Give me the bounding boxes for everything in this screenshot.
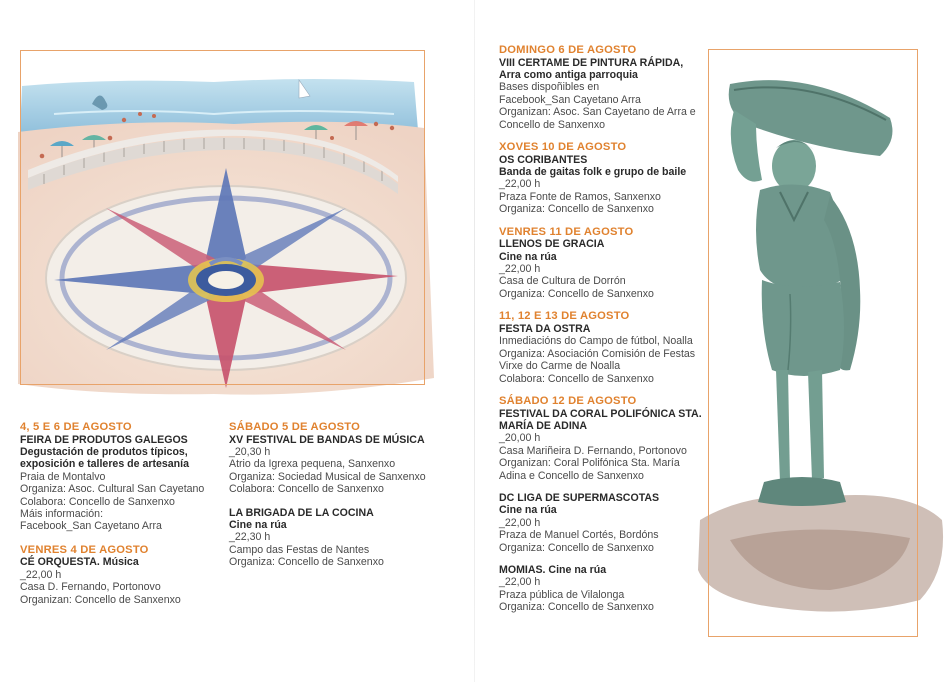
event-line: Facebook_San Cayetano Arra [499,93,641,106]
page-fold [474,0,475,682]
event-brigada-cocina [229,507,434,569]
event-line: Organiza: Concello de Sanxenxo [499,601,654,614]
event-os-coribantes [499,141,704,216]
event-line: Colabora: Concello de Sanxenxo [499,372,654,385]
event-line: Organizan: Asoc. San Cayetano de Arra e Concello de Sanxenxo [499,106,696,131]
event-ce-orquesta [20,544,225,606]
event-line: Organizan: Coral Polifónica Sta. María Adina e Concello de Sanxenxo [499,457,680,482]
event-line: Campo das Festas de Nantes [229,543,370,556]
event-date: 11, 12 E 13 DE AGOSTO [499,310,630,323]
event-subtitle: Degustación de produtos típicos, exposición e talleres de artesanía [20,446,189,471]
event-line: _22,00 h [499,178,541,191]
event-title: OS CORIBANTES [499,153,588,166]
event-title: CÉ ORQUESTA. Música [20,556,139,569]
event-line: Organiza: Concello de Sanxenxo [499,287,654,300]
event-subtitle: Banda de gaitas folk e grupo de baile [499,166,687,179]
event-date: SÁBADO 5 DE AGOSTO [229,421,361,433]
event-festival-bandas [229,421,434,496]
event-line: Praia de Montalvo [20,470,106,483]
event-line: Praza pública de Vilalonga [499,588,625,601]
event-line: Organiza: Concello de Sanxenxo [499,541,654,554]
event-subtitle: Cine na rúa [499,250,557,263]
event-line: Inmediacións do Campo de fútbol, Noalla [499,335,693,348]
event-line: _22,30 h [229,531,271,544]
event-festa-da-ostra [499,310,704,385]
event-line: Organiza: Asociación Comisión de Festas Virxe do Carme de Noalla [499,347,696,373]
events-column-middle [229,421,434,580]
event-line: Organiza: Sociedad Musical de Sanxenxo [229,470,426,483]
event-title: FEIRA DE PRODUTOS GALEGOS [20,433,188,446]
event-line: Casa D. Fernando, Portonovo [20,581,161,594]
event-date: DOMINGO 6 DE AGOSTO [499,44,637,56]
event-title: FESTIVAL DA CORAL POLIFÓNICA STA. MARÍA DE ADINA [499,407,702,432]
event-line: _20,30 h [229,446,271,458]
event-line: Facebook_San Cayetano Arra [20,520,162,533]
event-line: _22,00 h [499,576,541,589]
event-line: Organiza: Asoc. Cultural San Cayetano [20,483,205,496]
event-title: LLENOS DE GRACIA [499,238,605,251]
event-line: Organiza: Concello de Sanxenxo [229,556,384,569]
event-date: 4, 5 E 6 DE AGOSTO [20,421,132,433]
event-llenos-de-gracia [499,226,704,301]
event-dc-liga-supermascotas [499,492,704,554]
events-column-left [20,421,225,617]
event-line: Casa de Cultura de Dorrón [499,275,626,288]
event-line: _22,00 h [499,263,541,276]
event-line: Colabora: Concello de Sanxenxo [20,495,175,508]
event-line: _22,00 h [20,568,62,581]
event-subtitle: Cine na rúa [229,519,287,532]
event-title: DC LIGA DE SUPERMASCOTAS [499,491,660,504]
event-line: Bases dispoñibles en [499,81,600,94]
event-date: VENRES 11 DE AGOSTO [499,225,634,238]
event-line: Praza Fonte de Ramos, Sanxenxo [499,190,661,203]
event-subtitle: Cine na rúa [499,504,557,517]
event-line: Atrio da Igrexa pequena, Sanxenxo [229,458,396,471]
events-column-right [499,44,704,624]
statue-frame [708,49,918,637]
event-line: Praza de Manuel Cortés, Bordóns [499,529,659,542]
event-title: MOMIAS. Cine na rúa [499,563,607,576]
event-date: VENRES 4 DE AGOSTO [20,543,149,556]
event-title: XV FESTIVAL DE BANDAS DE MÚSICA [229,433,425,446]
event-title: FESTA DA OSTRA [499,322,591,335]
event-momias [499,564,704,614]
event-line: Máis información: [20,508,104,521]
event-line: _22,00 h [499,516,541,529]
event-line: Organiza: Concello de Sanxenxo [499,203,654,216]
event-title: VIII CERTAME DE PINTURA RÁPIDA, Arra como antiga parroquia [499,56,684,81]
event-line: Casa Mariñeira D. Fernando, Portonovo [499,444,687,457]
event-certame-pintura [499,44,704,131]
event-date: SÁBADO 12 DE AGOSTO [499,394,637,407]
event-date: XOVES 10 DE AGOSTO [499,141,627,154]
illustration-frame [20,50,425,385]
event-line: Colabora: Concello de Sanxenxo [229,483,384,496]
event-title: LA BRIGADA DE LA COCINA [229,506,374,519]
event-line: _20,00 h [499,432,541,445]
event-festival-coral [499,395,704,482]
event-feira-produtos [20,421,225,533]
event-line: Organizan: Concello de Sanxenxo [20,593,181,606]
